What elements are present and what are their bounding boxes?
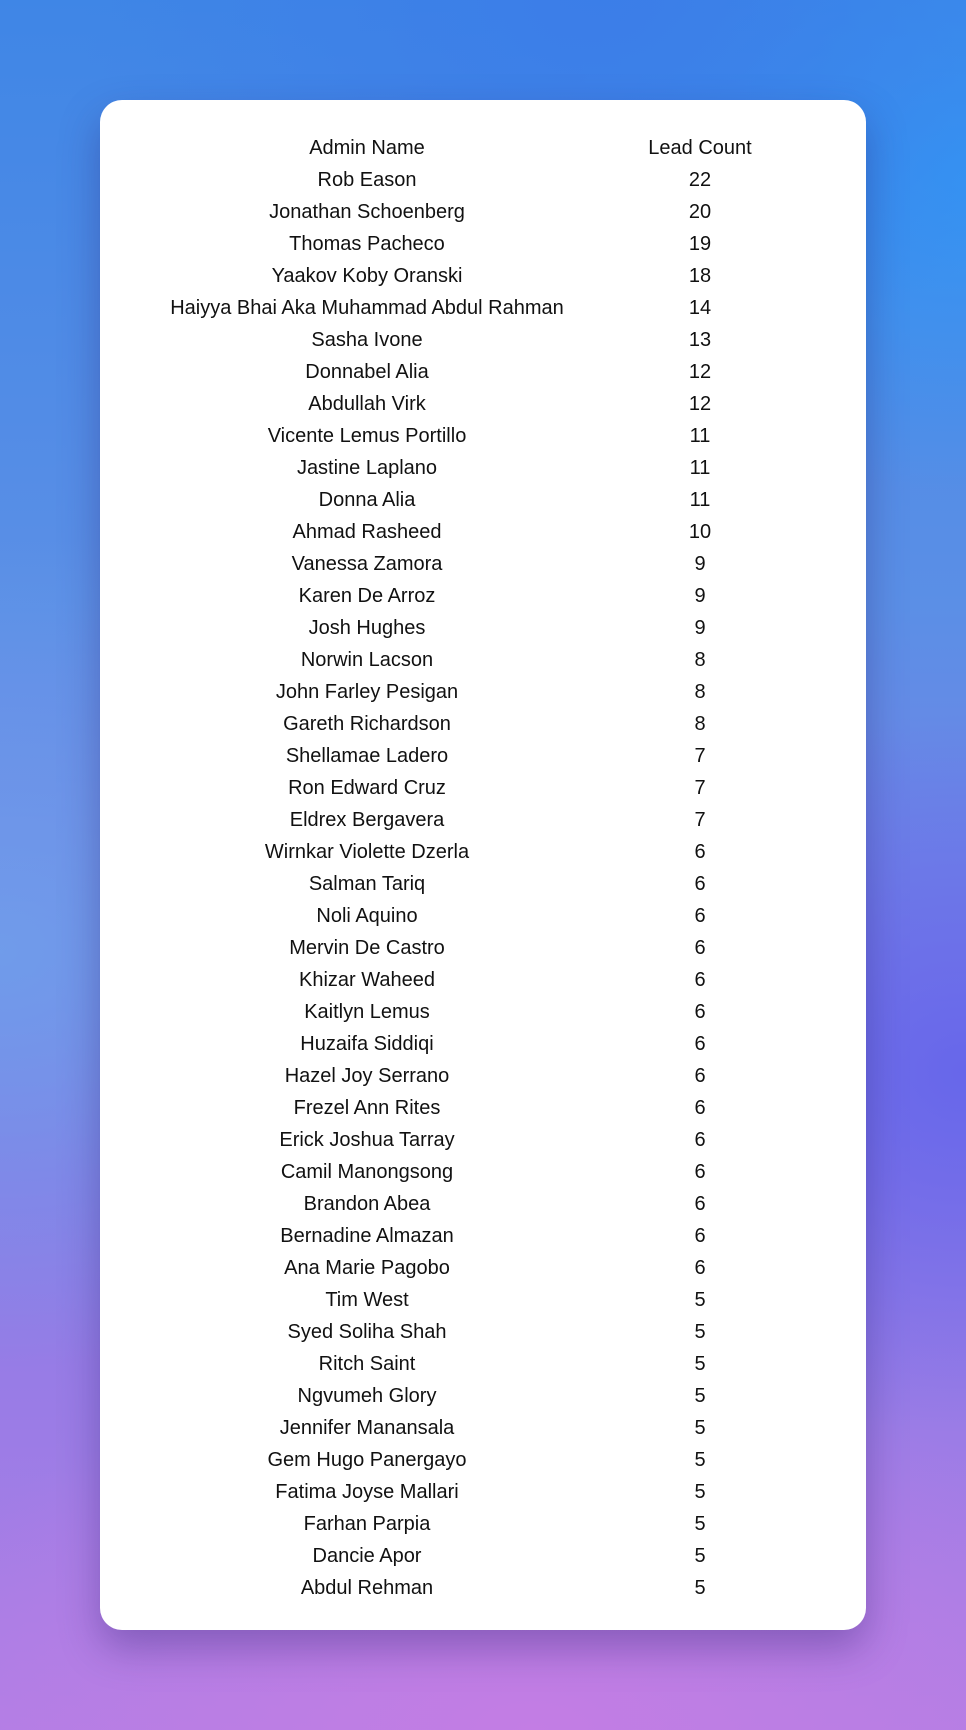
- table-row: [150, 836, 816, 868]
- table-row: [150, 260, 816, 292]
- lead-count-cell: 6: [694, 905, 706, 927]
- lead-count-cell: 7: [694, 745, 706, 767]
- lead-count-cell: 22: [688, 169, 712, 191]
- table-row: [150, 1540, 816, 1572]
- table-row: [150, 1092, 816, 1124]
- admin-name-cell: Sasha Ivone: [311, 329, 423, 351]
- table-row: [150, 484, 816, 516]
- lead-count-cell: 5: [694, 1513, 706, 1535]
- table-row: [150, 388, 816, 420]
- lead-count-cell: 7: [694, 777, 706, 799]
- lead-count-cell: 5: [694, 1385, 706, 1407]
- table-row: [150, 420, 816, 452]
- lead-count-cell: 20: [688, 201, 712, 223]
- admin-name-cell: Hazel Joy Serrano: [284, 1065, 450, 1087]
- admin-name-cell: Jastine Laplano: [296, 457, 438, 479]
- admin-name-cell: Vanessa Zamora: [291, 553, 443, 575]
- admin-name-cell: Tim West: [325, 1289, 409, 1311]
- lead-count-cell: 10: [688, 521, 712, 543]
- admin-name-cell: Shellamae Ladero: [285, 745, 449, 767]
- table-row: [150, 1220, 816, 1252]
- lead-count-cell: 11: [689, 457, 711, 479]
- admin-name-cell: Ahmad Rasheed: [292, 521, 442, 543]
- table-row: [150, 708, 816, 740]
- table-row: [150, 228, 816, 260]
- table-row: [150, 1252, 816, 1284]
- admin-name-cell: Karen De Arroz: [298, 585, 436, 607]
- table-row: [150, 1060, 816, 1092]
- lead-count-cell: 6: [694, 841, 706, 863]
- table-row: [150, 964, 816, 996]
- admin-name-cell: Khizar Waheed: [299, 969, 435, 991]
- admin-name-cell: Ngvumeh Glory: [297, 1385, 437, 1407]
- admin-name-cell: Fatima Joyse Mallari: [275, 1481, 459, 1503]
- table-row: [150, 1124, 816, 1156]
- admin-name-cell: Frezel Ann Rites: [293, 1097, 441, 1119]
- lead-count-cell: 6: [694, 1161, 706, 1183]
- table-row: [150, 164, 816, 196]
- lead-count-cell: 6: [694, 1257, 706, 1279]
- table-row: [150, 1476, 816, 1508]
- admin-name-cell: Josh Hughes: [308, 617, 426, 639]
- table-row: [150, 516, 816, 548]
- lead-count-cell: 5: [694, 1289, 706, 1311]
- table-row: [150, 548, 816, 580]
- admin-name-cell: Ritch Saint: [318, 1353, 416, 1375]
- admin-name-cell: Abdullah Virk: [308, 393, 426, 415]
- table-row: [150, 1572, 816, 1604]
- admin-name-cell: Bernadine Almazan: [280, 1225, 454, 1247]
- table-row: [150, 1316, 816, 1348]
- admin-name-cell: Haiyya Bhai Aka Muhammad Abdul Rahman: [170, 297, 564, 319]
- lead-count-cell: 9: [694, 617, 706, 639]
- admin-name-cell: Rob Eason: [317, 169, 417, 191]
- table-row: [150, 324, 816, 356]
- table-row: [150, 1508, 816, 1540]
- admin-name-cell: John Farley Pesigan: [275, 681, 459, 703]
- lead-count-cell: 6: [694, 1129, 706, 1151]
- admin-name-cell: Abdul Rehman: [300, 1577, 434, 1599]
- admin-name-cell: Vicente Lemus Portillo: [267, 425, 467, 447]
- lead-count-header: Lead Count: [648, 137, 752, 159]
- leads-table-card: [100, 100, 866, 1630]
- lead-count-cell: 9: [694, 553, 706, 575]
- admin-name-cell: Wirnkar Violette Dzerla: [264, 841, 470, 863]
- table-row: [150, 932, 816, 964]
- lead-count-cell: 13: [688, 329, 712, 351]
- table-row: [150, 1188, 816, 1220]
- lead-count-cell: 6: [694, 1033, 706, 1055]
- admin-name-cell: Jonathan Schoenberg: [269, 201, 465, 223]
- admin-name-cell: Kaitlyn Lemus: [304, 1001, 430, 1023]
- admin-name-cell: Yaakov Koby Oranski: [271, 265, 463, 287]
- lead-count-cell: 9: [694, 585, 706, 607]
- admin-name-cell: Eldrex Bergavera: [289, 809, 445, 831]
- lead-count-cell: 8: [694, 681, 706, 703]
- admin-name-cell: Brandon Abea: [303, 1193, 431, 1215]
- admin-name-cell: Farhan Parpia: [303, 1513, 431, 1535]
- lead-count-cell: 6: [694, 969, 706, 991]
- lead-count-cell: 6: [694, 1193, 706, 1215]
- table-row: [150, 740, 816, 772]
- table-row: [150, 804, 816, 836]
- admin-name-cell: Ron Edward Cruz: [288, 777, 446, 799]
- lead-count-cell: 11: [689, 489, 711, 511]
- lead-count-cell: 6: [694, 1097, 706, 1119]
- admin-name-cell: Jennifer Manansala: [279, 1417, 455, 1439]
- table-row: [150, 196, 816, 228]
- admin-name-cell: Dancie Apor: [312, 1545, 422, 1567]
- lead-count-cell: 5: [694, 1353, 706, 1375]
- table-row: [150, 1444, 816, 1476]
- table-row: [150, 292, 816, 324]
- table-row: [150, 612, 816, 644]
- admin-name-cell: Donnabel Alia: [305, 361, 429, 383]
- admin-name-header: Admin Name: [309, 137, 425, 159]
- lead-count-cell: 5: [694, 1417, 706, 1439]
- lead-count-cell: 6: [694, 873, 706, 895]
- table-row: [150, 644, 816, 676]
- admin-name-cell: Donna Alia: [318, 489, 416, 511]
- table-row: [150, 900, 816, 932]
- lead-count-cell: 5: [694, 1577, 706, 1599]
- table-row: [150, 772, 816, 804]
- table-body: [150, 164, 816, 1604]
- table-row: [150, 452, 816, 484]
- lead-count-cell: 6: [694, 1065, 706, 1087]
- admin-name-cell: Camil Manongsong: [280, 1161, 454, 1183]
- admin-name-cell: Mervin De Castro: [289, 937, 445, 959]
- lead-count-cell: 18: [688, 265, 712, 287]
- table-row: [150, 1284, 816, 1316]
- table-row: [150, 676, 816, 708]
- admin-name-cell: Ana Marie Pagobo: [284, 1257, 450, 1279]
- lead-count-cell: 12: [688, 393, 712, 415]
- lead-count-cell: 5: [694, 1321, 706, 1343]
- lead-count-cell: 5: [694, 1545, 706, 1567]
- admin-name-cell: Salman Tariq: [308, 873, 426, 895]
- table-row: [150, 580, 816, 612]
- table-row: [150, 996, 816, 1028]
- lead-count-cell: 12: [688, 361, 712, 383]
- lead-count-cell: 11: [689, 425, 711, 447]
- table-row: [150, 356, 816, 388]
- lead-count-cell: 14: [688, 297, 712, 319]
- admin-name-cell: Erick Joshua Tarray: [279, 1129, 455, 1151]
- lead-count-cell: 8: [694, 713, 706, 735]
- lead-count-cell: 6: [694, 937, 706, 959]
- table-header-row: [150, 132, 816, 164]
- lead-count-cell: 6: [694, 1225, 706, 1247]
- admin-name-cell: Gareth Richardson: [283, 713, 451, 735]
- lead-count-cell: 5: [694, 1481, 706, 1503]
- table-row: [150, 1380, 816, 1412]
- lead-count-cell: 19: [688, 233, 712, 255]
- admin-name-cell: Noli Aquino: [316, 905, 418, 927]
- lead-count-cell: 6: [694, 1001, 706, 1023]
- table-row: [150, 1156, 816, 1188]
- admin-name-cell: Gem Hugo Panergayo: [267, 1449, 467, 1471]
- admin-name-cell: Thomas Pacheco: [289, 233, 445, 255]
- table-row: [150, 1348, 816, 1380]
- lead-count-cell: 7: [694, 809, 706, 831]
- table-row: [150, 1412, 816, 1444]
- admin-name-cell: Syed Soliha Shah: [287, 1321, 447, 1343]
- admin-name-cell: Huzaifa Siddiqi: [300, 1033, 434, 1055]
- lead-count-cell: 8: [694, 649, 706, 671]
- table-row: [150, 1028, 816, 1060]
- admin-name-cell: Norwin Lacson: [300, 649, 434, 671]
- table-row: [150, 868, 816, 900]
- lead-count-cell: 5: [694, 1449, 706, 1471]
